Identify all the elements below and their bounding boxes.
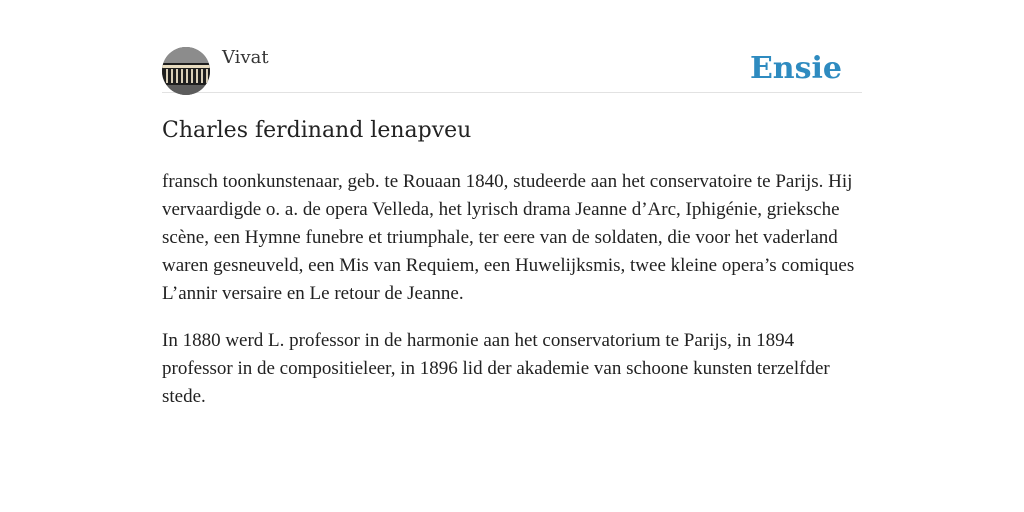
author-avatar[interactable] bbox=[162, 47, 210, 95]
article-title: Charles ferdinand lenapveu bbox=[162, 118, 472, 143]
article-header bbox=[162, 46, 862, 93]
article-body bbox=[162, 168, 862, 430]
article-container bbox=[162, 46, 862, 407]
books-avatar-image bbox=[162, 47, 210, 95]
article-paragraph: In 1880 werd L. professor in de harmonie aan het conservatorium te Parijs, in 1894 professor in de compositieleer, in 1896 lid der akademie van schoone kunsten terzelfder stede. bbox=[162, 330, 830, 407]
article-paragraph: fransch toonkunstenaar, geb. te Rouaan 1840, studeerde aan het conservatoire te Parijs. Hij vervaardigde o. a. de opera Velleda, het lyrisch drama Jeanne d’Arc, Iphigénie, grieksche scène, een Hymne funebre et triumphale, ter eere van de soldaten, die voor het vaderland waren gesneuveld, een Mis van Requiem, een Huwelijksmis, twee kleine opera’s comiques L’annir versaire en Le retour de Jeanne. bbox=[162, 171, 855, 304]
brand-logo[interactable]: Ensie bbox=[749, 51, 842, 86]
author-name[interactable]: Vivat bbox=[222, 47, 269, 68]
